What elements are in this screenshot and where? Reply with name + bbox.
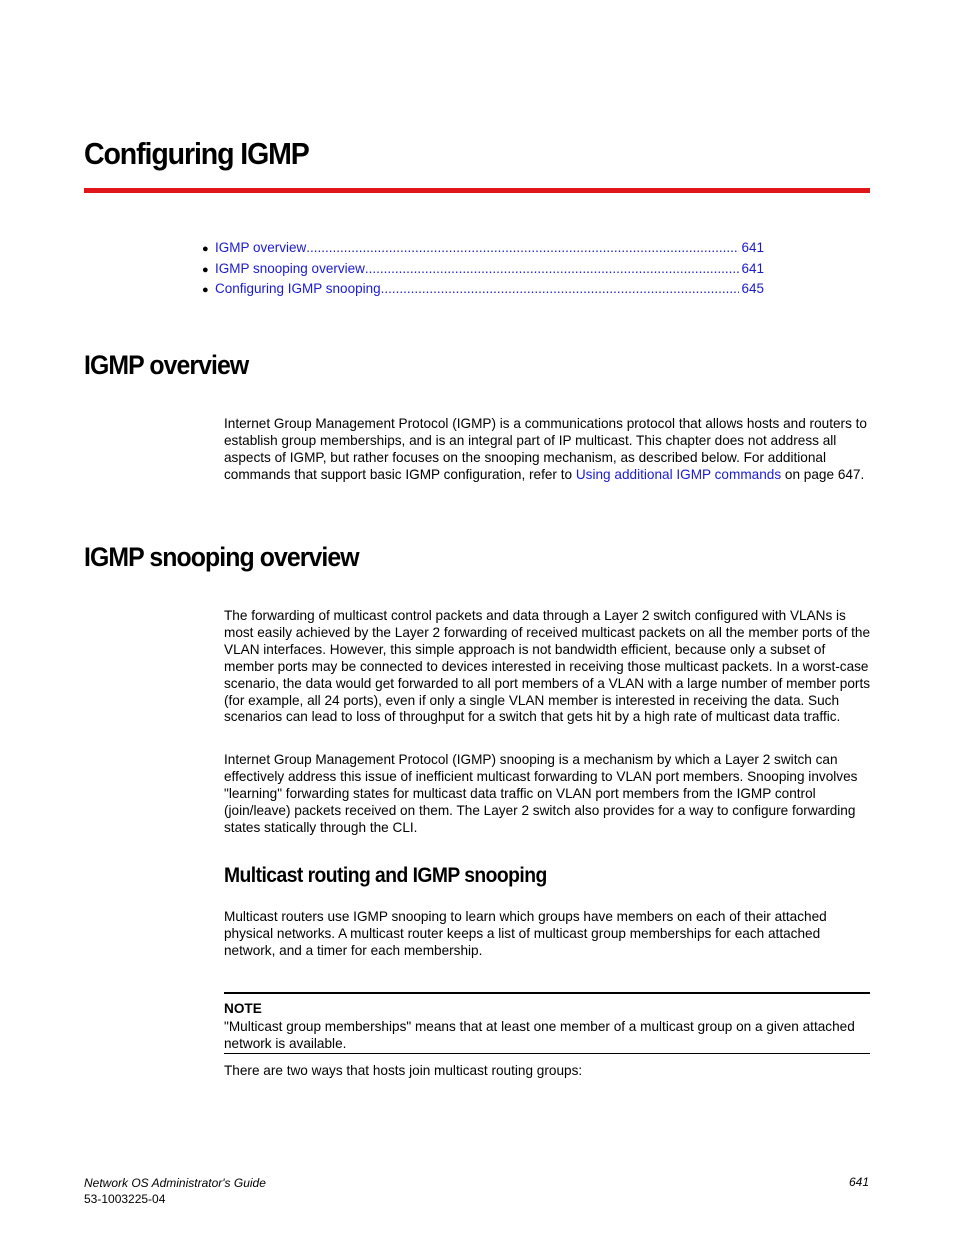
subsection-heading-multicast-routing: Multicast routing and IGMP snooping xyxy=(224,864,547,887)
chapter-title-rule xyxy=(84,188,870,193)
multicast-routing-paragraph: Multicast routers use IGMP snooping to learn which groups have members on each of their attached physical networks. A multicast router keeps a list of multicast group memberships for each attached network, and a timer for each membership. xyxy=(224,909,827,958)
cross-reference-link[interactable]: Using additional IGMP commands xyxy=(575,466,782,482)
bullet-icon: ● xyxy=(202,284,209,296)
bullet-icon: ● xyxy=(202,263,209,276)
toc-link-label[interactable]: IGMP overview xyxy=(215,240,307,255)
footer-guide-title: Network OS Administrator's Guide xyxy=(84,1176,266,1190)
footer-page-number: 641 xyxy=(848,1175,869,1189)
snooping-paragraph-2: Internet Group Management Protocol (IGMP) snooping is a mechanism by which a Layer 2 switch can effectively address this issue of inefficient multicast forwarding to VLAN port members. Snooping involves "learning" forwarding states for multicast data traffic on VLAN port members from the IGMP control (join/leave) packets received on them. The Layer 2 switch also provides for a way to configure forwarding states statically through the CLI. xyxy=(224,752,858,835)
toc-leader-dots xyxy=(365,261,740,276)
toc-entry[interactable] xyxy=(202,281,764,302)
section-heading-igmp-overview: IGMP overview xyxy=(84,350,249,380)
bullet-icon: ● xyxy=(202,243,209,255)
snooping-paragraph-1: The forwarding of multicast control packets and data through a Layer 2 switch configured with VLANs is most easily achieved by the Layer 2 forwarding of received multicast packets on all the member ports of the VLAN interfaces. However, this simple approach is not bandwidth efficient, because only a subset of member ports may be connected to devices interested in receiving those multicast packets. In a worst-case scenario, the data would get forwarded to all port members of a VLAN with a large number of member ports (for example, all 24 ports), even if only a single VLAN member is interested in receiving the data. Such scenarios can lead to loss of throughput for a switch that gets hit by a high rate of multicast data traffic. xyxy=(224,608,871,725)
toc-entry[interactable] xyxy=(202,261,764,282)
toc-page-number[interactable]: 641 xyxy=(741,240,764,255)
paragraph-text: on page 647. xyxy=(781,466,865,482)
chapter-title: Configuring IGMP xyxy=(84,136,309,171)
note-label: NOTE xyxy=(224,1001,262,1016)
section-heading-igmp-snooping-overview: IGMP snooping overview xyxy=(84,542,359,572)
toc-page-number[interactable]: 641 xyxy=(741,260,764,276)
toc-entry[interactable] xyxy=(202,240,764,261)
footer-doc-number: 53-1003225-04 xyxy=(84,1192,166,1206)
hosts-join-paragraph: There are two ways that hosts join multicast routing groups: xyxy=(224,1063,583,1078)
paragraph-text: Internet Group Management Protocol (IGMP) is a communications protocol that allows hosts and routers to establish group memberships, and is an integral part of IP multicast. This chapter does not address all aspects of IGMP, but rather focuses on the snooping mechanism, as described below. For additional commands that support basic IGMP configuration, refer to xyxy=(224,416,867,482)
toc-link-label[interactable]: IGMP snooping overview xyxy=(215,260,365,276)
note-box xyxy=(224,992,870,1054)
page-footer-left xyxy=(84,1175,266,1207)
toc-leader-dots xyxy=(306,240,739,255)
toc-leader-dots xyxy=(381,281,740,296)
igmp-overview-paragraph xyxy=(224,416,872,484)
toc-page-number[interactable]: 645 xyxy=(741,281,764,296)
note-text: "Multicast group memberships" means that at least one member of a multicast group on a given attached network is available. xyxy=(224,1019,855,1051)
mini-toc xyxy=(202,240,764,302)
toc-link-label[interactable]: Configuring IGMP snooping xyxy=(215,281,381,296)
